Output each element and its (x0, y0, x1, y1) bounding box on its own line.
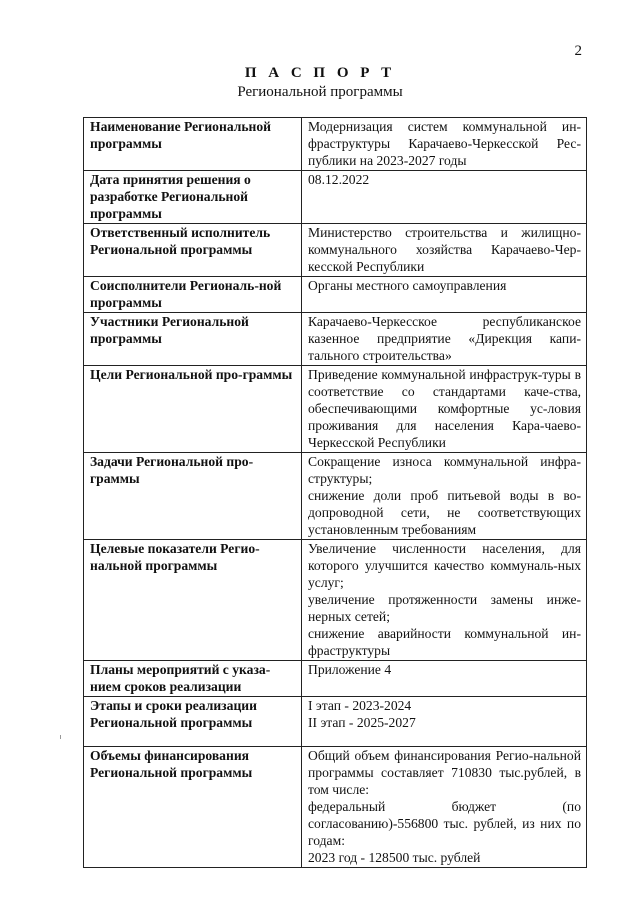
passport-table (83, 117, 587, 868)
passport-row (84, 171, 587, 224)
passport-row (84, 697, 587, 747)
row-value (302, 661, 587, 697)
row-label: Соисполнители Региональ-ной программы (84, 277, 302, 313)
row-label: Планы мероприятий с указа-нием сроков реализации (84, 661, 302, 697)
row-value-line: Увеличение численности населения, для которого улучшится качество коммуналь-ных услуг; (308, 541, 581, 590)
row-label: Цели Региональной про-граммы (84, 366, 302, 453)
row-value-line: Общий объем финансирования Регио-нальной программы составляет 710830 тыс.рублей, в том числе: (308, 748, 581, 797)
row-label: Целевые показатели Регио-нальной программы (84, 540, 302, 661)
row-value-line: 2023 год - 128500 тыс. рублей (308, 850, 481, 865)
row-value (302, 540, 587, 661)
row-value (302, 224, 587, 277)
passport-table-body (84, 118, 587, 868)
row-label: Задачи Региональной про-граммы (84, 453, 302, 540)
row-value (302, 171, 587, 224)
row-value-line: Министерство строительства и жилищно-коммунального хозяйства Карачаево-Чер-кесской Республики (308, 225, 581, 274)
passport-row (84, 453, 587, 540)
row-value (302, 277, 587, 313)
row-label: Этапы и сроки реализации Региональной программы (84, 697, 302, 747)
row-value (302, 697, 587, 747)
row-label: Участники Региональной программы (84, 313, 302, 366)
row-value-line: 08.12.2022 (308, 172, 370, 187)
row-value-line: Приведение коммунальной инфраструк-туры в соответствие со стандартами каче-ства, обеспечивающими комфортные ус-ловия проживания для населения Кара-чаево-Черкесской Республики (308, 367, 581, 450)
row-value (302, 747, 587, 868)
row-value (302, 366, 587, 453)
row-value-line: снижение доли проб питьевой воды в во-допроводной сети, не соответствующих установленным требованиям (308, 488, 581, 537)
row-label: Наименование Региональной программы (84, 118, 302, 171)
passport-row (84, 661, 587, 697)
row-value-line: Карачаево-Черкесское республиканское казенное предприятие «Дирекция капи-тального строительства» (308, 314, 581, 363)
row-value (302, 313, 587, 366)
row-value-line: Органы местного самоуправления (308, 278, 507, 293)
row-value-line: I этап - 2023-2024 (308, 698, 412, 713)
row-value (302, 118, 587, 171)
row-value-line: Модернизация систем коммунальной ин-фраструктуры Карачаево-Черкесской Рес-публики на 2023-2027 годы (308, 119, 581, 168)
row-value-line: снижение аварийности коммунальной ин-фраструктуры (308, 626, 581, 658)
row-value-line: II этап - 2025-2027 (308, 715, 416, 730)
row-value-line: Сокращение износа коммунальной инфра-структуры; (308, 454, 581, 486)
page-subtitle: Региональной программы (237, 84, 403, 100)
passport-row (84, 224, 587, 277)
passport-row (84, 366, 587, 453)
row-value-line: федеральный бюджет (по согласованию)-556800 тыс. рублей, из них по годам: (308, 799, 581, 848)
page-number: 2 (574, 43, 582, 59)
passport-row (84, 747, 587, 868)
passport-row (84, 540, 587, 661)
passport-row (84, 277, 587, 313)
passport-row (84, 118, 587, 171)
row-value-line: увеличение протяженности замены инже-нерных сетей; (308, 592, 581, 624)
margin-mark (60, 735, 61, 739)
row-label: Дата принятия решения о разработке Региональной программы (84, 171, 302, 224)
page-title: П А С П О Р Т (244, 65, 396, 81)
passport-row (84, 313, 587, 366)
row-label: Ответственный исполнитель Региональной программы (84, 224, 302, 277)
row-value (302, 453, 587, 540)
row-value-line: Приложение 4 (308, 662, 392, 677)
row-label: Объемы финансирования Региональной программы (84, 747, 302, 868)
